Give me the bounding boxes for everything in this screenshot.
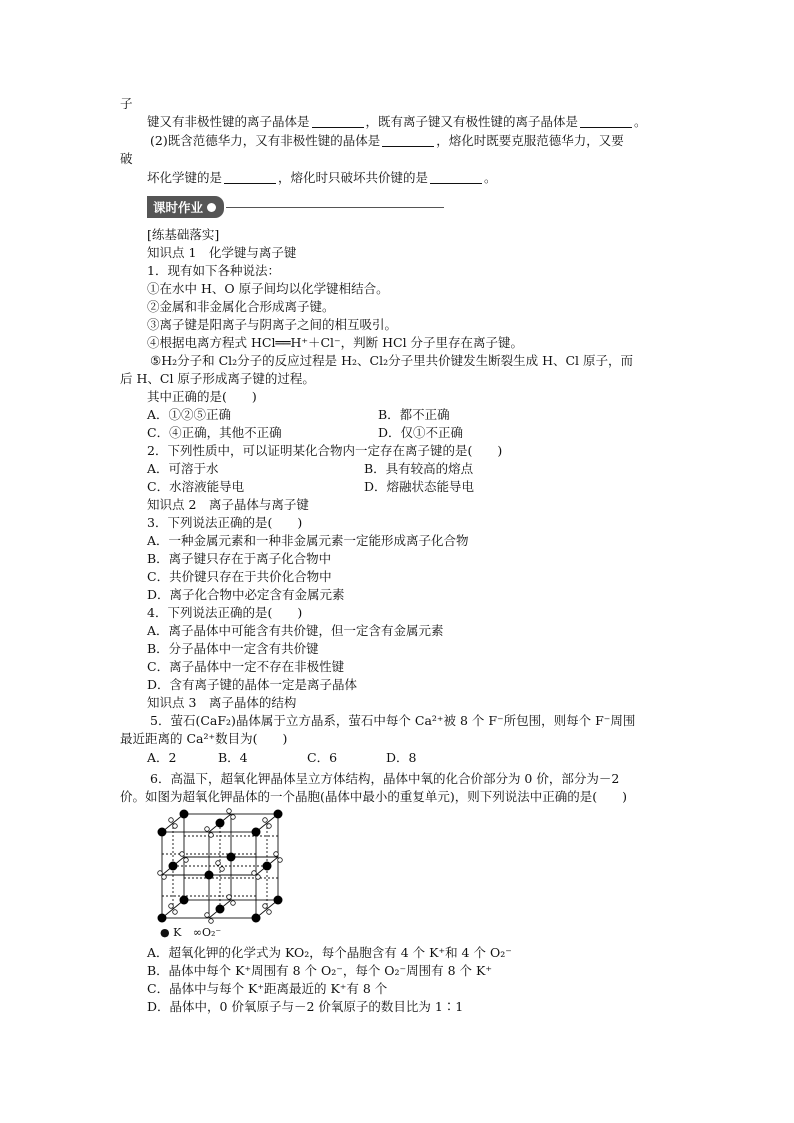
section-header	[147, 196, 444, 218]
statement: ②金属和非金属化合形成离子键。	[147, 299, 335, 314]
text-line	[147, 170, 497, 186]
option-b[interactable]: B．都不正确	[378, 407, 450, 422]
option-b[interactable]: B．分子晶体中一定含有共价键	[147, 641, 319, 656]
text-fragment: ，熔化时只破坏共价键的是	[278, 170, 429, 185]
option-c[interactable]: C．晶体中与每个 K⁺距离最近的 K⁺有 8 个	[147, 981, 388, 996]
answer-blank[interactable]	[382, 134, 434, 147]
header-rule	[226, 207, 444, 208]
option-c[interactable]: C．离子晶体中一定不存在非极性键	[147, 659, 345, 674]
question-stem: 6．高温下，超氧化钾晶体呈立方体结构，晶体中氧的化合价部分为 0 价，部分为－2	[150, 771, 620, 786]
text-fragment: 。	[634, 114, 647, 129]
statement: ③离子键是阳离子与阴离子之间的相互吸引。	[147, 317, 398, 332]
option-b[interactable]: B．晶体中每个 K⁺周围有 8 个 O₂⁻，每个 O₂⁻周围有 8 个 K⁺	[147, 963, 492, 978]
option-d[interactable]: D．离子化合物中必定含有金属元素	[147, 587, 345, 602]
text-fragment: ，熔化时既要克服范德华力，又要	[436, 133, 624, 148]
option-c[interactable]: C．④正确，其他不正确	[147, 425, 282, 440]
option-a[interactable]: A．一种金属元素和一种非金属元素一定能形成离子化合物	[147, 533, 469, 548]
option-c[interactable]: C．共价键只存在于共价化合物中	[147, 569, 332, 584]
statement: ④根据电离方程式 HCl══H⁺＋Cl⁻，判断 HCl 分子里存在离子键。	[147, 335, 524, 350]
option-a[interactable]: A．2	[147, 750, 177, 765]
bullet-icon	[207, 203, 216, 212]
option-d[interactable]: D．8	[386, 750, 417, 765]
question-stem: 4．下列说法正确的是( )	[147, 605, 303, 620]
option-d[interactable]: D．熔融状态能导电	[364, 479, 475, 494]
question-stem: 3．下列说法正确的是( )	[147, 515, 303, 530]
option-b[interactable]: B．具有较高的熔点	[364, 461, 474, 476]
section-header-label	[147, 196, 224, 218]
answer-blank[interactable]	[312, 115, 364, 128]
text-line	[147, 114, 647, 130]
subsection-tag: [练基础落实]	[147, 227, 220, 242]
text-fragment: ，既有离子键又有极性键的离子晶体是	[365, 114, 579, 129]
question-stem: 最近距离的 Ca²⁺数目为( )	[120, 731, 288, 746]
knowledge-point-heading: 知识点 2 离子晶体与离子键	[147, 497, 309, 512]
section-title: 课时作业	[153, 200, 204, 215]
option-a[interactable]: A．①②⑤正确	[147, 407, 232, 422]
diagram-legend	[160, 925, 221, 941]
option-d[interactable]: D．含有离子键的晶体一定是离子晶体	[147, 677, 358, 692]
question-stem: 1．现有如下各种说法：	[147, 263, 280, 278]
text-line	[150, 133, 624, 149]
option-b[interactable]: B．4	[218, 750, 248, 765]
knowledge-point-heading: 知识点 3 离子晶体的结构	[147, 695, 297, 710]
option-a[interactable]: A．超氧化钾的化学式为 KO₂，每个晶胞含有 4 个 K⁺和 4 个 O₂⁻	[147, 945, 512, 960]
statement: ①在水中 H、O 原子间均以化学键相结合。	[147, 281, 389, 296]
question-ask: 其中正确的是( )	[147, 389, 257, 404]
text-line: 子	[120, 96, 133, 111]
statement: ⑤H₂分子和 Cl₂分子的反应过程是 H₂、Cl₂分子里共价键发生断裂生成 H、Cl 原子，而	[150, 353, 634, 368]
text-line: 破	[120, 151, 133, 166]
option-c[interactable]: C．6	[307, 750, 338, 765]
option-c[interactable]: C．水溶液能导电	[147, 479, 245, 494]
legend-o2: ∞O₂⁻	[192, 926, 222, 939]
option-a[interactable]: A．可溶于水	[147, 461, 219, 476]
option-a[interactable]: A．离子晶体中可能含有共价键，但一定含有金属元素	[147, 623, 444, 638]
cell-edges	[162, 814, 278, 918]
answer-blank[interactable]	[580, 115, 632, 128]
answer-blank[interactable]	[430, 171, 482, 184]
option-b[interactable]: B．离子键只存在于离子化合物中	[147, 551, 332, 566]
option-d[interactable]: D．仅①不正确	[378, 425, 464, 440]
text-fragment: 坏化学键的是	[147, 170, 223, 185]
knowledge-point-heading: 知识点 1 化学键与离子键	[147, 245, 297, 260]
question-stem: 价。如图为超氧化钾晶体的一个晶胞(晶体中最小的重复单元)，则下列说法中正确的是( )	[120, 789, 628, 804]
text-fragment: 键又有非极性键的离子晶体是	[147, 114, 310, 129]
statement: 后 H、Cl 原子形成离子键的过程。	[120, 371, 315, 386]
legend-k: ● K	[160, 926, 182, 939]
text-fragment: (2)既含范德华力，又有非极性键的晶体是	[150, 133, 381, 148]
crystal-cell-diagram	[150, 808, 290, 940]
answer-blank[interactable]	[224, 171, 276, 184]
text-fragment: 。	[484, 170, 497, 185]
question-stem: 5．萤石(CaF₂)晶体属于立方晶系，萤石中每个 Ca²⁺被 8 个 F⁻所包围，则每个 F⁻周围	[150, 713, 636, 728]
question-stem: 2．下列性质中，可以证明某化合物内一定存在离子键的是( )	[147, 443, 503, 458]
option-d[interactable]: D．晶体中，0 价氧原子与－2 价氧原子的数目比为 1∶1	[147, 999, 464, 1014]
